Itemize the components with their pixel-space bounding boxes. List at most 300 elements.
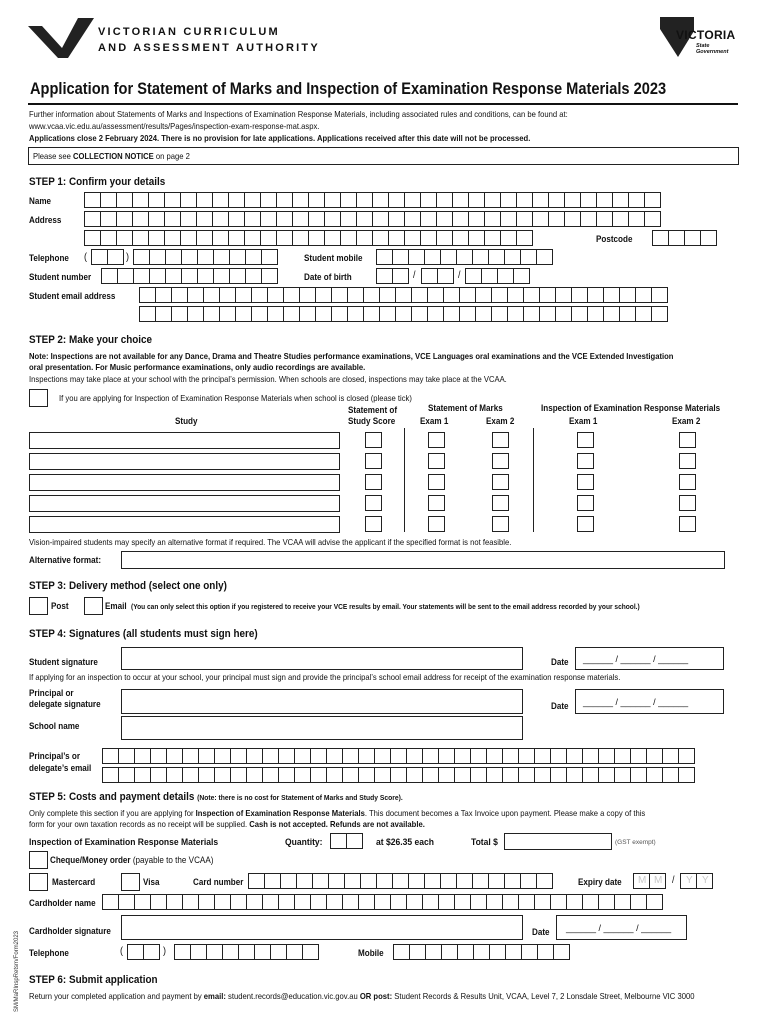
som-exam2-checkbox-1[interactable] xyxy=(492,432,509,448)
char-box[interactable] xyxy=(374,894,391,910)
insp-exam1-checkbox-3[interactable] xyxy=(577,474,594,490)
char-box[interactable] xyxy=(310,748,327,764)
char-box[interactable] xyxy=(196,211,213,227)
char-box[interactable] xyxy=(630,767,647,783)
som-exam1-checkbox-1[interactable] xyxy=(428,432,445,448)
char-box[interactable] xyxy=(408,873,425,889)
char-box[interactable] xyxy=(214,767,231,783)
char-box[interactable] xyxy=(422,767,439,783)
char-box[interactable] xyxy=(174,944,191,960)
char-box[interactable] xyxy=(230,748,247,764)
char-box[interactable] xyxy=(308,230,325,246)
char-box[interactable] xyxy=(488,873,505,889)
char-box[interactable] xyxy=(132,230,149,246)
char-box[interactable] xyxy=(614,767,631,783)
char-box[interactable] xyxy=(424,873,441,889)
char-box[interactable] xyxy=(452,230,469,246)
char-box[interactable] xyxy=(299,306,316,322)
char-box[interactable] xyxy=(213,268,230,284)
payment-mobile-input[interactable] xyxy=(393,944,570,960)
char-box[interactable] xyxy=(422,894,439,910)
char-box[interactable] xyxy=(246,748,263,764)
char-box[interactable] xyxy=(452,211,469,227)
insp-exam2-checkbox-3[interactable] xyxy=(679,474,696,490)
char-box[interactable] xyxy=(262,894,279,910)
payment-telephone-input[interactable] xyxy=(174,944,319,960)
char-box[interactable] xyxy=(155,306,172,322)
char-box[interactable] xyxy=(261,268,278,284)
char-box[interactable] xyxy=(294,894,311,910)
char-box[interactable] xyxy=(539,287,556,303)
char-box[interactable] xyxy=(523,306,540,322)
char-box[interactable] xyxy=(457,944,474,960)
char-box[interactable] xyxy=(340,230,357,246)
char-box[interactable] xyxy=(497,268,514,284)
char-box[interactable] xyxy=(331,306,348,322)
char-box[interactable] xyxy=(181,268,198,284)
char-box[interactable] xyxy=(518,894,535,910)
char-box[interactable] xyxy=(182,767,199,783)
char-box[interactable] xyxy=(411,287,428,303)
char-box[interactable] xyxy=(628,192,645,208)
char-box[interactable] xyxy=(475,306,492,322)
char-box[interactable] xyxy=(404,230,421,246)
char-box[interactable] xyxy=(504,873,521,889)
char-box[interactable] xyxy=(358,894,375,910)
som-exam1-checkbox-2[interactable] xyxy=(428,453,445,469)
student-email-input-line1[interactable] xyxy=(139,287,668,303)
char-box[interactable] xyxy=(518,748,535,764)
char-box[interactable] xyxy=(536,873,553,889)
char-box[interactable] xyxy=(459,287,476,303)
char-box[interactable] xyxy=(473,944,490,960)
char-box[interactable] xyxy=(484,192,501,208)
telephone-input[interactable] xyxy=(133,249,278,265)
char-box[interactable] xyxy=(278,767,295,783)
char-box[interactable] xyxy=(294,748,311,764)
char-box[interactable] xyxy=(372,192,389,208)
char-box[interactable] xyxy=(376,249,393,265)
char-box[interactable] xyxy=(422,748,439,764)
char-box[interactable] xyxy=(635,287,652,303)
char-box[interactable] xyxy=(308,192,325,208)
char-box[interactable] xyxy=(564,192,581,208)
char-box[interactable] xyxy=(598,894,615,910)
char-box[interactable] xyxy=(344,873,361,889)
char-box[interactable] xyxy=(553,944,570,960)
char-box[interactable] xyxy=(372,211,389,227)
char-box[interactable] xyxy=(411,306,428,322)
char-box[interactable] xyxy=(420,192,437,208)
char-box[interactable] xyxy=(340,211,357,227)
char-box[interactable] xyxy=(133,268,150,284)
char-box[interactable] xyxy=(454,894,471,910)
som-exam2-checkbox-2[interactable] xyxy=(492,453,509,469)
char-box[interactable] xyxy=(132,211,149,227)
char-box[interactable] xyxy=(315,306,332,322)
char-box[interactable] xyxy=(484,230,501,246)
card-number-input[interactable] xyxy=(248,873,553,889)
char-box[interactable] xyxy=(363,287,380,303)
char-box[interactable] xyxy=(516,230,533,246)
char-box[interactable] xyxy=(246,767,263,783)
postcode-input[interactable] xyxy=(652,230,717,246)
char-box[interactable] xyxy=(262,767,279,783)
char-box[interactable] xyxy=(166,748,183,764)
char-box[interactable] xyxy=(500,211,517,227)
insp-exam1-checkbox-1[interactable] xyxy=(577,432,594,448)
char-box[interactable] xyxy=(580,211,597,227)
char-box[interactable] xyxy=(468,192,485,208)
insp-exam2-checkbox-5[interactable] xyxy=(679,516,696,532)
char-box[interactable] xyxy=(102,748,119,764)
char-box[interactable] xyxy=(374,748,391,764)
insp-exam2-checkbox-2[interactable] xyxy=(679,453,696,469)
char-box[interactable] xyxy=(392,249,409,265)
char-box[interactable] xyxy=(180,192,197,208)
alt-format-input[interactable] xyxy=(121,551,725,569)
char-box[interactable] xyxy=(346,833,363,849)
char-box[interactable] xyxy=(376,268,393,284)
char-box[interactable] xyxy=(196,230,213,246)
study-input-1[interactable] xyxy=(29,432,340,449)
char-box[interactable] xyxy=(628,211,645,227)
char-box[interactable] xyxy=(214,894,231,910)
school-closed-checkbox[interactable] xyxy=(29,389,48,407)
char-box[interactable] xyxy=(372,230,389,246)
char-box[interactable] xyxy=(481,268,498,284)
principal-signature-input[interactable] xyxy=(121,689,523,714)
char-box[interactable] xyxy=(587,306,604,322)
char-box[interactable] xyxy=(342,767,359,783)
char-box[interactable] xyxy=(187,287,204,303)
char-box[interactable] xyxy=(523,287,540,303)
char-box[interactable] xyxy=(472,873,489,889)
char-box[interactable] xyxy=(206,944,223,960)
char-box[interactable] xyxy=(360,873,377,889)
char-box[interactable] xyxy=(539,306,556,322)
char-box[interactable] xyxy=(392,873,409,889)
char-box[interactable] xyxy=(644,192,661,208)
study-input-2[interactable] xyxy=(29,453,340,470)
char-box[interactable] xyxy=(315,287,332,303)
sos-checkbox-4[interactable] xyxy=(365,495,382,511)
char-box[interactable] xyxy=(324,230,341,246)
char-box[interactable] xyxy=(214,748,231,764)
char-box[interactable] xyxy=(84,192,101,208)
char-box[interactable] xyxy=(264,873,281,889)
char-box[interactable] xyxy=(166,894,183,910)
char-box[interactable] xyxy=(235,287,252,303)
char-box[interactable] xyxy=(520,249,537,265)
char-box[interactable] xyxy=(440,249,457,265)
char-box[interactable] xyxy=(101,268,118,284)
char-box[interactable] xyxy=(436,192,453,208)
char-box[interactable] xyxy=(246,894,263,910)
char-box[interactable] xyxy=(203,287,220,303)
char-box[interactable] xyxy=(310,894,327,910)
char-box[interactable] xyxy=(299,287,316,303)
char-box[interactable] xyxy=(507,287,524,303)
char-box[interactable] xyxy=(532,192,549,208)
char-box[interactable] xyxy=(406,894,423,910)
char-box[interactable] xyxy=(443,287,460,303)
char-box[interactable] xyxy=(390,767,407,783)
char-box[interactable] xyxy=(456,873,473,889)
char-box[interactable] xyxy=(662,748,679,764)
char-box[interactable] xyxy=(452,192,469,208)
char-box[interactable] xyxy=(571,287,588,303)
info-url[interactable]: www.vcaa.vic.edu.au/assessment/results/Pages/inspection-exam-response-mat.aspx. xyxy=(29,121,320,131)
char-box[interactable] xyxy=(244,230,261,246)
char-box[interactable] xyxy=(596,192,613,208)
char-box[interactable] xyxy=(212,230,229,246)
char-box[interactable] xyxy=(644,211,661,227)
char-box[interactable] xyxy=(180,211,197,227)
char-box[interactable] xyxy=(238,944,255,960)
char-box[interactable] xyxy=(421,268,438,284)
char-box[interactable] xyxy=(438,894,455,910)
char-box[interactable] xyxy=(502,894,519,910)
char-box[interactable] xyxy=(486,748,503,764)
char-box[interactable] xyxy=(251,306,268,322)
char-box[interactable] xyxy=(395,287,412,303)
char-box[interactable] xyxy=(440,873,457,889)
char-box[interactable] xyxy=(324,211,341,227)
char-box[interactable] xyxy=(582,748,599,764)
char-box[interactable] xyxy=(244,211,261,227)
char-box[interactable] xyxy=(292,192,309,208)
char-box[interactable] xyxy=(454,767,471,783)
char-box[interactable] xyxy=(276,211,293,227)
char-box[interactable] xyxy=(139,306,156,322)
char-box[interactable] xyxy=(267,287,284,303)
char-box[interactable] xyxy=(260,192,277,208)
char-box[interactable] xyxy=(358,767,375,783)
char-box[interactable] xyxy=(260,230,277,246)
char-box[interactable] xyxy=(646,748,663,764)
char-box[interactable] xyxy=(166,767,183,783)
char-box[interactable] xyxy=(388,230,405,246)
char-box[interactable] xyxy=(388,211,405,227)
mastercard-checkbox[interactable] xyxy=(29,873,48,891)
char-box[interactable] xyxy=(536,249,553,265)
char-box[interactable] xyxy=(555,287,572,303)
char-box[interactable] xyxy=(245,249,262,265)
char-box[interactable] xyxy=(229,249,246,265)
principal-email-input-line1[interactable] xyxy=(102,748,695,764)
char-box[interactable] xyxy=(230,894,247,910)
char-box[interactable] xyxy=(198,894,215,910)
char-box[interactable] xyxy=(91,249,108,265)
char-box[interactable] xyxy=(550,767,567,783)
char-box[interactable] xyxy=(342,894,359,910)
char-box[interactable] xyxy=(395,306,412,322)
char-box[interactable] xyxy=(117,268,134,284)
char-box[interactable] xyxy=(520,873,537,889)
char-box[interactable] xyxy=(500,192,517,208)
char-box[interactable] xyxy=(347,287,364,303)
char-box[interactable] xyxy=(149,249,166,265)
char-box[interactable] xyxy=(302,944,319,960)
char-box[interactable] xyxy=(248,873,265,889)
char-box[interactable] xyxy=(472,249,489,265)
char-box[interactable] xyxy=(198,748,215,764)
char-box[interactable] xyxy=(580,192,597,208)
char-box[interactable] xyxy=(228,211,245,227)
char-box[interactable] xyxy=(197,268,214,284)
dob-year-input[interactable] xyxy=(465,268,530,284)
char-box[interactable] xyxy=(516,211,533,227)
char-box[interactable] xyxy=(486,767,503,783)
char-box[interactable] xyxy=(630,894,647,910)
char-box[interactable] xyxy=(459,306,476,322)
char-box[interactable] xyxy=(261,249,278,265)
char-box[interactable] xyxy=(190,944,207,960)
char-box[interactable] xyxy=(296,873,313,889)
char-box[interactable] xyxy=(182,894,199,910)
som-exam1-checkbox-4[interactable] xyxy=(428,495,445,511)
char-box[interactable] xyxy=(470,894,487,910)
char-box[interactable] xyxy=(438,767,455,783)
char-box[interactable] xyxy=(646,767,663,783)
char-box[interactable] xyxy=(488,249,505,265)
insp-exam1-checkbox-5[interactable] xyxy=(577,516,594,532)
char-box[interactable] xyxy=(228,192,245,208)
char-box[interactable] xyxy=(127,944,144,960)
char-box[interactable] xyxy=(470,767,487,783)
char-box[interactable] xyxy=(133,249,150,265)
char-box[interactable] xyxy=(331,287,348,303)
char-box[interactable] xyxy=(548,211,565,227)
char-box[interactable] xyxy=(326,767,343,783)
char-box[interactable] xyxy=(148,211,165,227)
char-box[interactable] xyxy=(148,192,165,208)
sos-checkbox-3[interactable] xyxy=(365,474,382,490)
char-box[interactable] xyxy=(587,287,604,303)
char-box[interactable] xyxy=(388,192,405,208)
char-box[interactable] xyxy=(139,287,156,303)
som-exam2-checkbox-4[interactable] xyxy=(492,495,509,511)
cardholder-name-input[interactable] xyxy=(102,894,663,910)
char-box[interactable] xyxy=(646,894,663,910)
char-box[interactable] xyxy=(294,767,311,783)
char-box[interactable] xyxy=(652,230,669,246)
char-box[interactable] xyxy=(278,894,295,910)
char-box[interactable] xyxy=(470,748,487,764)
char-box[interactable] xyxy=(406,748,423,764)
char-box[interactable] xyxy=(614,748,631,764)
char-box[interactable] xyxy=(244,192,261,208)
char-box[interactable] xyxy=(219,306,236,322)
char-box[interactable] xyxy=(566,767,583,783)
char-box[interactable] xyxy=(392,268,409,284)
char-box[interactable] xyxy=(662,767,679,783)
char-box[interactable] xyxy=(548,192,565,208)
char-box[interactable] xyxy=(612,192,629,208)
char-box[interactable] xyxy=(436,211,453,227)
char-box[interactable] xyxy=(292,211,309,227)
char-box[interactable] xyxy=(404,211,421,227)
insp-exam1-checkbox-2[interactable] xyxy=(577,453,594,469)
char-box[interactable] xyxy=(219,287,236,303)
char-box[interactable] xyxy=(651,306,668,322)
char-box[interactable] xyxy=(612,211,629,227)
char-box[interactable] xyxy=(181,249,198,265)
char-box[interactable] xyxy=(356,211,373,227)
char-box[interactable] xyxy=(356,230,373,246)
char-box[interactable] xyxy=(534,748,551,764)
char-box[interactable] xyxy=(143,944,160,960)
char-box[interactable] xyxy=(668,230,685,246)
char-box[interactable] xyxy=(614,894,631,910)
char-box[interactable] xyxy=(283,306,300,322)
address-input-line2[interactable] xyxy=(84,230,533,246)
char-box[interactable] xyxy=(356,192,373,208)
student-mobile-input[interactable] xyxy=(376,249,553,265)
telephone-area-code-input[interactable] xyxy=(91,249,124,265)
char-box[interactable] xyxy=(150,767,167,783)
char-box[interactable] xyxy=(502,767,519,783)
char-box[interactable] xyxy=(502,748,519,764)
char-box[interactable] xyxy=(187,306,204,322)
char-box[interactable] xyxy=(102,894,119,910)
char-box[interactable] xyxy=(260,211,277,227)
sos-checkbox-1[interactable] xyxy=(365,432,382,448)
insp-exam2-checkbox-4[interactable] xyxy=(679,495,696,511)
char-box[interactable] xyxy=(107,249,124,265)
som-exam2-checkbox-3[interactable] xyxy=(492,474,509,490)
char-box[interactable] xyxy=(254,944,271,960)
char-box[interactable] xyxy=(379,306,396,322)
quantity-input[interactable] xyxy=(330,833,363,849)
char-box[interactable] xyxy=(229,268,246,284)
char-box[interactable] xyxy=(534,767,551,783)
char-box[interactable] xyxy=(425,944,442,960)
post-checkbox[interactable] xyxy=(29,597,48,615)
char-box[interactable] xyxy=(603,287,620,303)
student-signature-input[interactable] xyxy=(121,647,523,670)
char-box[interactable] xyxy=(550,894,567,910)
char-box[interactable] xyxy=(678,767,695,783)
total-input[interactable] xyxy=(504,833,612,850)
study-input-3[interactable] xyxy=(29,474,340,491)
char-box[interactable] xyxy=(308,211,325,227)
char-box[interactable] xyxy=(475,287,492,303)
char-box[interactable] xyxy=(550,748,567,764)
char-box[interactable] xyxy=(245,268,262,284)
char-box[interactable] xyxy=(390,748,407,764)
dob-month-input[interactable] xyxy=(421,268,454,284)
char-box[interactable] xyxy=(489,944,506,960)
name-input[interactable] xyxy=(84,192,661,208)
char-box[interactable] xyxy=(276,230,293,246)
char-box[interactable] xyxy=(262,748,279,764)
char-box[interactable] xyxy=(596,211,613,227)
char-box[interactable] xyxy=(454,748,471,764)
char-box[interactable] xyxy=(118,748,135,764)
char-box[interactable] xyxy=(212,211,229,227)
char-box[interactable] xyxy=(267,306,284,322)
char-box[interactable] xyxy=(420,230,437,246)
char-box[interactable] xyxy=(342,748,359,764)
student-number-input[interactable] xyxy=(101,268,278,284)
char-box[interactable] xyxy=(566,748,583,764)
char-box[interactable] xyxy=(486,894,503,910)
char-box[interactable] xyxy=(118,894,135,910)
char-box[interactable] xyxy=(102,767,119,783)
char-box[interactable] xyxy=(134,767,151,783)
